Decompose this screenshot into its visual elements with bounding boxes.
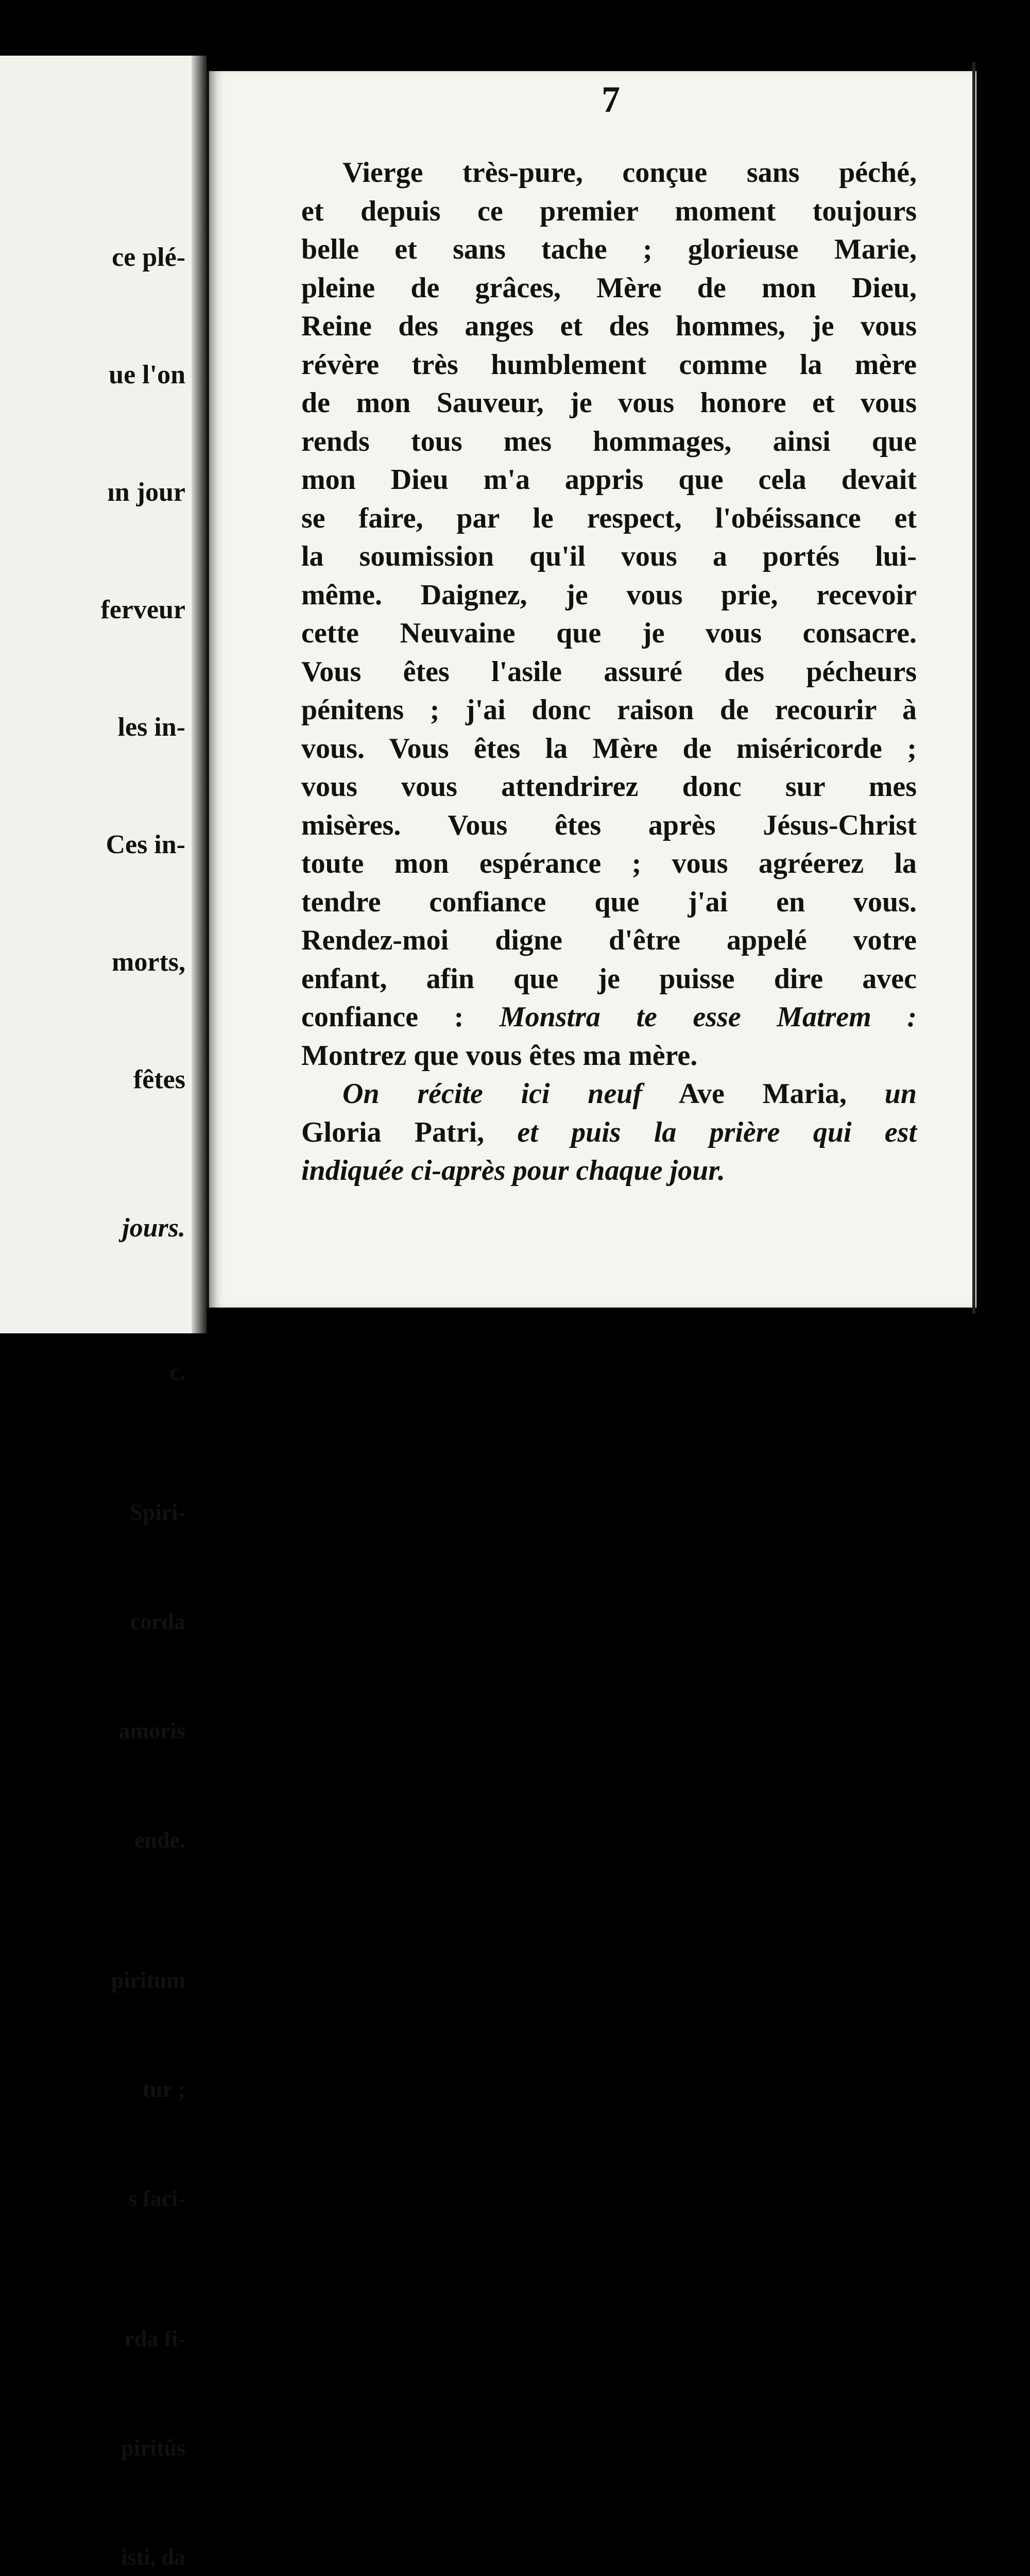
rubric-text: On récite ici neuf xyxy=(342,1078,643,1110)
prayer-name: Gloria Patri, xyxy=(301,1116,485,1148)
left-line: les in- xyxy=(117,713,185,742)
text-line xyxy=(301,1113,917,1152)
text-line: mon Dieu m'a appris que cela devait xyxy=(301,464,917,496)
text-line: tendre confiance que j'ai en vous. xyxy=(301,886,917,918)
text-line: enfant, afin que je puisse dire avec xyxy=(301,962,917,995)
prayer-text xyxy=(301,154,917,1190)
page-edge xyxy=(972,62,975,1314)
left-line: c. xyxy=(169,1360,185,1385)
text-line: pleine de grâces, Mère de mon Dieu, xyxy=(301,272,917,304)
left-line: amoris xyxy=(118,1718,185,1743)
text-line: misères. Vous êtes après Jésus-Christ xyxy=(301,809,917,841)
left-line: ue l'on xyxy=(109,360,185,389)
prayer-name: Ave Maria, xyxy=(678,1078,847,1110)
text-line: indiquée ci-après pour chaque jour. xyxy=(301,1155,725,1187)
text-line: Vous êtes l'asile assuré des pécheurs xyxy=(301,655,917,688)
left-line: ın jour xyxy=(107,478,185,507)
text-line: pénitens ; j'ai donc raison de recourir à xyxy=(301,694,917,726)
left-line: ce plé- xyxy=(112,243,185,272)
text-line xyxy=(301,1075,917,1113)
left-line: s faci- xyxy=(128,2186,185,2211)
left-line: rda fi- xyxy=(124,2326,185,2351)
text-run: confiance : xyxy=(301,1001,464,1033)
text-line: et depuis ce premier moment toujours xyxy=(301,195,917,227)
left-line: morts, xyxy=(112,947,185,977)
left-line: piritûs xyxy=(121,2435,185,2461)
left-line: ende. xyxy=(134,1827,185,1853)
left-line: fêtes xyxy=(133,1065,185,1094)
rubric-text: un xyxy=(884,1078,917,1110)
left-line: piritum xyxy=(111,1968,185,1993)
text-line xyxy=(301,998,917,1037)
text-line: vous. Vous êtes la Mère de miséricorde ; xyxy=(301,732,917,765)
left-line: isti, da xyxy=(121,2545,185,2570)
text-line: belle et sans tache ; glorieuse Marie, xyxy=(301,233,917,265)
left-line: Spiri- xyxy=(130,1500,185,1525)
text-line: même. Daignez, je vous prie, recevoir xyxy=(301,579,917,611)
text-line: Montrez que vous êtes ma mère. xyxy=(301,1039,698,1072)
text-line: se faire, par le respect, l'obéissance et xyxy=(301,502,917,534)
text-line: vous vous attendrirez donc sur mes xyxy=(301,771,917,803)
left-line: jours. xyxy=(122,1213,185,1243)
left-line: Ces in- xyxy=(106,830,185,859)
text-line: Rendez-moi digne d'être appelé votre xyxy=(301,924,917,956)
text-line: toute mon espérance ; vous agréerez la xyxy=(301,848,917,879)
left-line: corda xyxy=(130,1609,185,1634)
left-page-text xyxy=(0,160,192,2576)
text-line: cette Neuvaine que je vous consacre. xyxy=(301,617,917,649)
text-line: Reine des anges et des hommes, je vous xyxy=(301,310,917,342)
book-gutter xyxy=(192,56,207,1333)
text-line: la soumission qu'il vous a portés lui- xyxy=(301,540,917,572)
left-line: tur ; xyxy=(142,2077,185,2102)
page-number: 7 xyxy=(602,79,620,120)
text-line: rends tous mes hommages, ainsi que xyxy=(301,425,917,457)
latin-quote: Monstra te esse Matrem : xyxy=(499,1001,917,1033)
left-line: ferveur xyxy=(100,595,185,624)
text-line: Vierge très-pure, conçue sans péché, xyxy=(342,157,917,189)
text-line: de mon Sauveur, je vous honore et vous xyxy=(301,387,917,419)
rubric-text: et puis la prière qui est xyxy=(517,1116,917,1148)
text-line: révère très humblement comme la mère xyxy=(301,348,917,381)
